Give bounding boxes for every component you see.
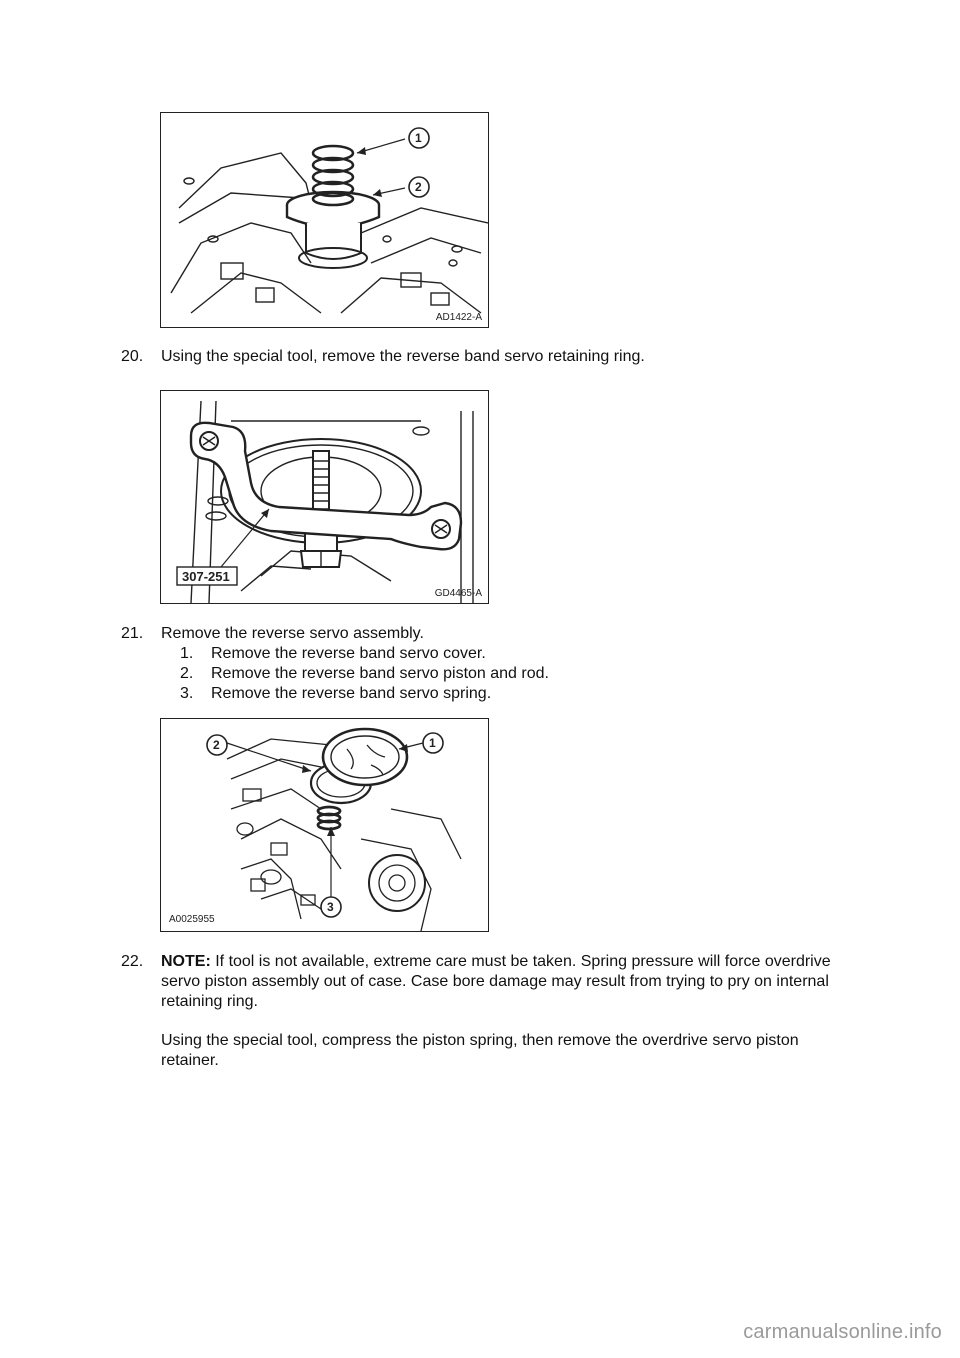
step-number: 20.: [121, 348, 144, 365]
servo-spring-illustration: [161, 113, 488, 327]
substep-text: Remove the reverse band servo piston and rod.: [211, 665, 549, 682]
substep-text: Remove the reverse band servo cover.: [211, 645, 486, 662]
callout-1: 1: [415, 131, 422, 145]
figure-code: GD4465-A: [434, 588, 482, 599]
step-number: 21.: [121, 625, 144, 642]
figure-reverse-servo: [160, 718, 489, 932]
step-note: [161, 952, 861, 972]
substep-number: 2.: [180, 665, 194, 682]
substep-number: 1.: [180, 645, 194, 662]
callout-2: 2: [415, 180, 422, 194]
step-number: 22.: [121, 953, 144, 970]
note-text: servo piston assembly out of case. Case bore damage may result from trying to pry on internal: [161, 973, 829, 990]
note-label: NOTE:: [161, 953, 211, 970]
callout-2: 2: [213, 738, 220, 752]
figure-special-tool: [160, 390, 489, 604]
watermark-text: carmanualsonline.info: [743, 1321, 942, 1343]
tool-number: 307-251: [182, 569, 230, 584]
note-text: retaining ring.: [161, 993, 258, 1010]
substep-text: Remove the reverse band servo spring.: [211, 685, 492, 702]
callout-1: 1: [429, 736, 436, 750]
substep-number: 3.: [180, 685, 194, 702]
step-instruction: Remove the reverse servo assembly.: [161, 625, 424, 642]
figure-servo-spring: [160, 112, 489, 328]
figure-code: A0025955: [169, 914, 215, 925]
callout-3: 3: [327, 900, 334, 914]
reverse-servo-illustration: [161, 719, 488, 931]
note-text: If tool is not available, extreme care must be taken. Spring pressure will force overdrive: [210, 953, 831, 970]
step-instruction: Using the special tool, compress the piston spring, then remove the overdrive servo piston: [161, 1032, 799, 1049]
step-instruction: retainer.: [161, 1052, 219, 1069]
step-instruction: Using the special tool, remove the reverse band servo retaining ring.: [161, 348, 645, 365]
figure-code: AD1422-A: [435, 312, 482, 323]
